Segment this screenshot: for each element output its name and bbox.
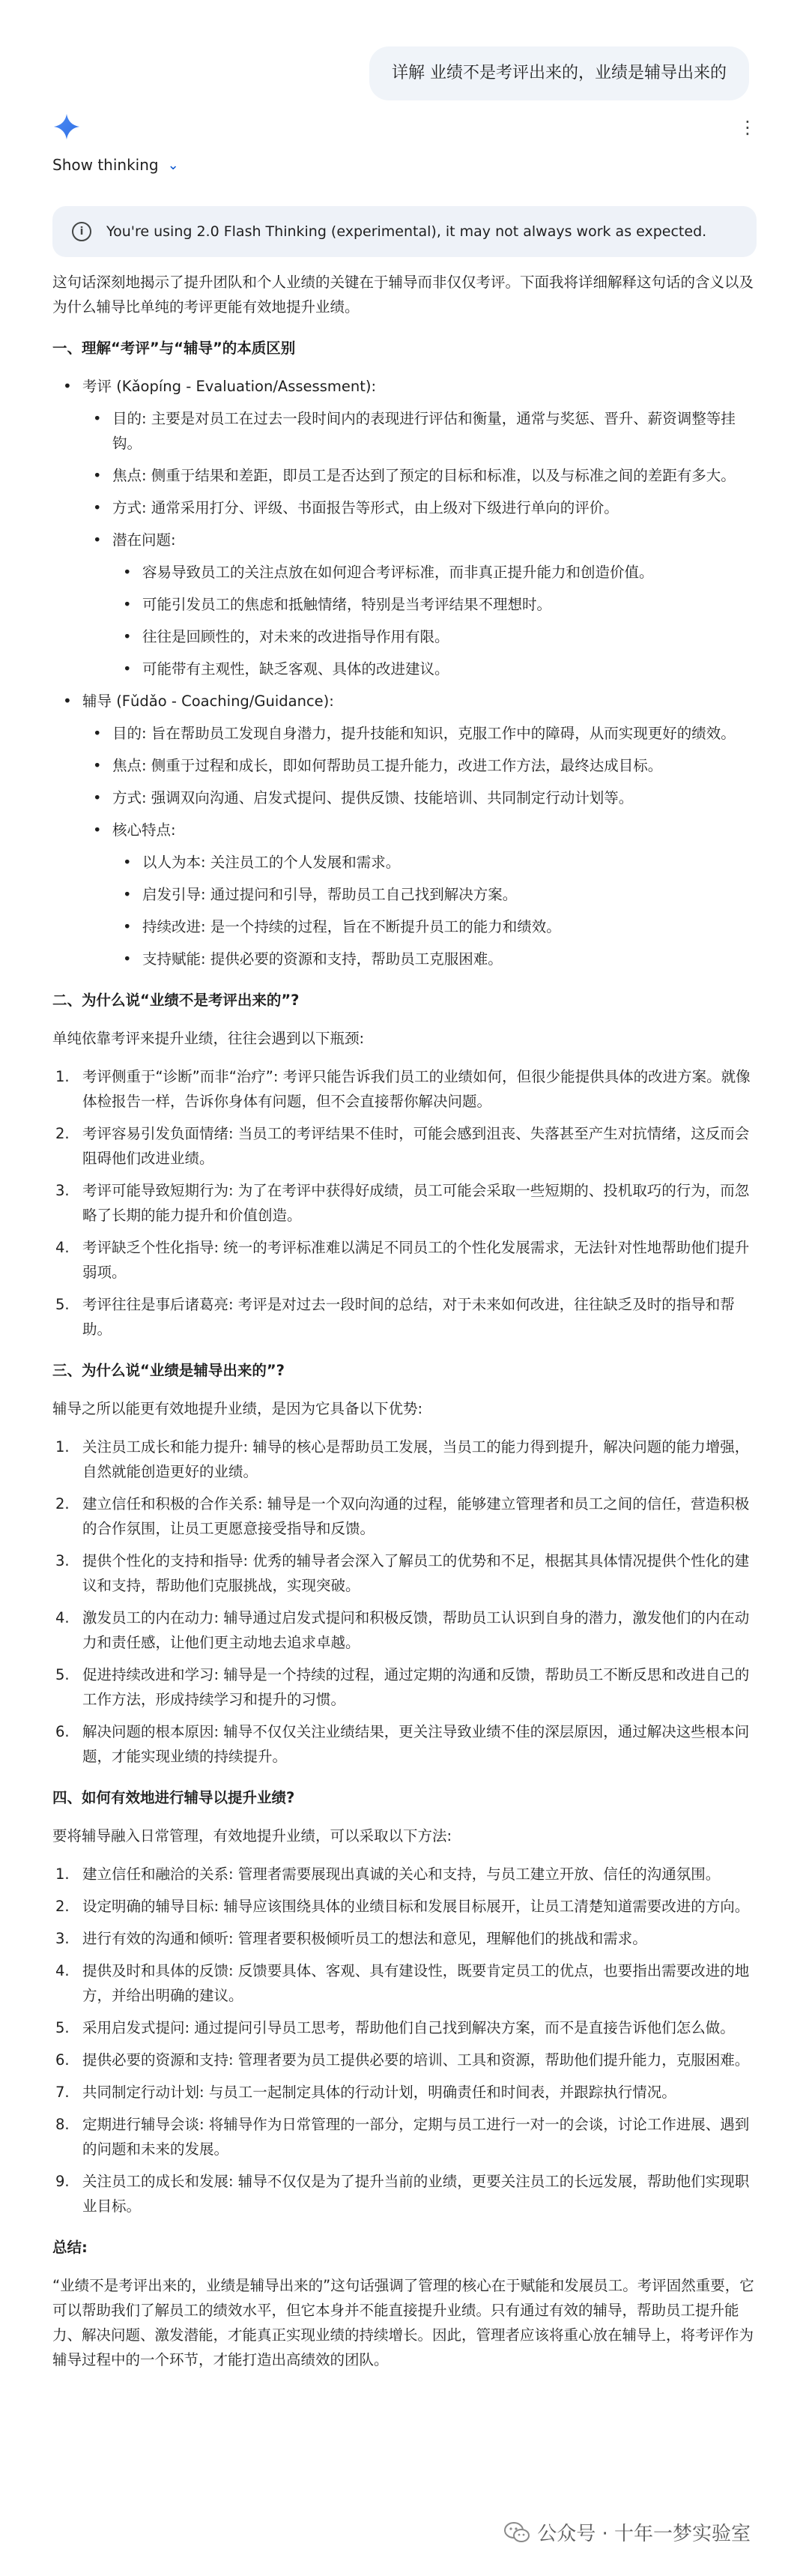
- section-1-title: 一、理解“考评”与“辅导”的本质区别: [52, 340, 296, 357]
- list-item: • 容易导致员工的关注点放在如何迎合考评标准，而非真正提升能力和创造价值。: [112, 560, 757, 585]
- response-body: [52, 270, 757, 2386]
- list-item: 3. 考评可能导致短期行为: 为了在考评中获得好成绩，员工可能会采取一些短期的、投机取巧的行为，而忽略了长期的能力提升和价值创造。: [55, 1182, 750, 1224]
- kaoping-label: 考评 (Kǎopíng - Evaluation/Assessment):: [82, 378, 377, 395]
- s2-list: [52, 1064, 757, 1342]
- user-message-bubble: 详解 业绩不是考评出来的，业绩是辅导出来的: [369, 46, 749, 100]
- list-item: • 可能带有主观性，缺乏客观、具体的改进建议。: [112, 657, 757, 681]
- list-item: 5. 采用启发式提问: 通过提问引导员工思考，帮助他们自己找到解决方案，而不是直接告诉他们怎么做。: [55, 2019, 735, 2036]
- list-item: 5. 考评往往是事后诸葛亮: 考评是对过去一段时间的总结，对于未来如何改进，往往缺乏及时的指导和帮助。: [55, 1296, 735, 1338]
- list-item: 2. 建立信任和积极的合作关系: 辅导是一个双向沟通的过程，能够建立管理者和员工之间的信任，营造积极的合作氛围，让员工更愿意接受指导和反馈。: [55, 1495, 750, 1537]
- list-item: • 目的: 旨在帮助员工发现自身潜力，提升技能和知识，克服工作中的障碍，从而实现更好的绩效。: [82, 721, 757, 746]
- section-4-lead: 要将辅导融入日常管理，有效地提升业绩，可以采取以下方法:: [52, 1827, 452, 1844]
- summary-title: 总结:: [52, 2239, 88, 2256]
- list-item: 2. 设定明确的辅导目标: 辅导应该围绕具体的业绩目标和发展目标展开，让员工清楚知道需要改进的方向。: [55, 1898, 750, 1915]
- chevron-down-icon: ⌄: [167, 157, 179, 173]
- list-item: • 目的: 主要是对员工在过去一段时间内的表现进行评估和衡量，通常与奖惩、晋升、薪资调整等挂钩。: [82, 406, 757, 456]
- wechat-watermark: [504, 2518, 751, 2546]
- s4-list: [52, 1862, 757, 2218]
- info-icon: i: [72, 222, 91, 241]
- list-item: 2. 考评容易引发负面情绪: 当员工的考评结果不佳时，可能会感到沮丧、失落甚至产生对抗情绪，这反而会阻碍他们改进业绩。: [55, 1125, 750, 1167]
- list-item: • 核心特点: • 以人为本: 关注员工的个人发展和需求。 • 启发引导: 通过提问和引导，帮助员工自己找到解决方案。 • 持续改进: 是一个持续的过程，旨在不断提升员工的能力和绩效。 • 支持赋能: 提供必要的资源和支持，帮助员工克服困难。: [82, 818, 757, 971]
- kaoping-item: [52, 374, 757, 681]
- watermark-text: 公众号 · 十年一梦实验室: [537, 2523, 751, 2545]
- list-item: 3. 提供个性化的支持和指导: 优秀的辅导者会深入了解员工的优势和不足，根据其具体情况提供个性化的建议和支持，帮助他们克服挑战，实现突破。: [55, 1552, 750, 1594]
- experimental-warning-banner: [52, 206, 757, 257]
- list-item: 3. 进行有效的沟通和倾听: 管理者要积极倾听员工的想法和意见，理解他们的挑战和需求。: [55, 1930, 647, 1947]
- list-item: • 启发引导: 通过提问和引导，帮助员工自己找到解决方案。: [112, 882, 757, 907]
- list-item: 1. 建立信任和融洽的关系: 管理者需要展现出真诚的关心和支持，与员工建立开放、信任的沟通氛围。: [55, 1865, 721, 1883]
- fudao-item: [52, 689, 757, 971]
- show-thinking-label: Show thinking: [52, 156, 159, 174]
- s1-list: [52, 374, 757, 971]
- show-thinking-toggle[interactable]: [52, 156, 179, 174]
- list-item: • 以人为本: 关注员工的个人发展和需求。: [112, 850, 757, 875]
- list-item: 6. 提供必要的资源和支持: 管理者要为员工提供必要的培训、工具和资源，帮助他们提升能力，克服困难。: [55, 2051, 750, 2069]
- list-item: • 焦点: 侧重于结果和差距，即员工是否达到了预定的目标和标准，以及与标准之间的差距有多大。: [82, 463, 757, 488]
- list-item: 4. 考评缺乏个性化指导: 统一的考评标准难以满足不同员工的个性化发展需求，无法针对性地帮助他们提升弱项。: [55, 1239, 750, 1281]
- list-item: 6. 解决问题的根本原因: 辅导不仅仅关注业绩结果，更关注导致业绩不佳的深层原因，通过解决这些根本问题，才能实现业绩的持续提升。: [55, 1723, 750, 1765]
- list-item: 4. 提供及时和具体的反馈: 反馈要具体、客观、具有建设性，既要肯定员工的优点，也要指出需要改进的地方，并给出明确的建议。: [55, 1962, 750, 2004]
- list-item: • 支持赋能: 提供必要的资源和支持，帮助员工克服困难。: [112, 947, 757, 971]
- list-item: 8. 定期进行辅导会谈: 将辅导作为日常管理的一部分，定期与员工进行一对一的会谈，讨论工作进展、遇到的问题和未来的发展。: [55, 2116, 750, 2158]
- list-item: • 焦点: 侧重于过程和成长，即如何帮助员工提升能力，改进工作方法，最终达成目标。: [82, 753, 757, 778]
- s3-list: [52, 1435, 757, 1769]
- list-item: • 往往是回顾性的，对未来的改进指导作用有限。: [112, 624, 757, 649]
- intro-paragraph: 这句话深刻地揭示了提升团队和个人业绩的关键在于辅导而非仅仅考评。下面我将详细解释这句话的含义以及为什么辅导比单纯的考评更能有效地提升业绩。: [52, 274, 754, 316]
- list-item: 5. 促进持续改进和学习: 辅导是一个持续的过程，通过定期的沟通和反馈，帮助员工不断反思和改进自己的工作方法，形成持续学习和提升的习惯。: [55, 1666, 750, 1708]
- section-3-title: 三、为什么说“业绩是辅导出来的”?: [52, 1362, 285, 1379]
- list-item: • 持续改进: 是一个持续的过程，旨在不断提升员工的能力和绩效。: [112, 914, 757, 939]
- gemini-sparkle-icon: [52, 112, 81, 141]
- section-2-title: 二、为什么说“业绩不是考评出来的”?: [52, 992, 300, 1009]
- list-item: • 方式: 通常采用打分、评级、书面报告等形式，由上级对下级进行单向的评价。: [82, 495, 757, 520]
- section-2-lead: 单纯依靠考评来提升业绩，往往会遇到以下瓶颈:: [52, 1030, 365, 1047]
- wechat-icon: [504, 2521, 530, 2544]
- list-item: 1. 考评侧重于“诊断”而非“治疗”: 考评只能告诉我们员工的业绩如何，但很少能提供具体的改进方案。就像体检报告一样，告诉你身体有问题，但不会直接帮你解决问题。: [55, 1068, 751, 1110]
- list-item: 4. 激发员工的内在动力: 辅导通过启发式提问和积极反馈，帮助员工认识到自身的潜力，激发他们的内在动力和责任感，让他们更主动地去追求卓越。: [55, 1609, 750, 1651]
- response-header: [52, 112, 757, 202]
- summary-paragraph: “业绩不是考评出来的，业绩是辅导出来的”这句话强调了管理的核心在于赋能和发展员工。考评固然重要，它可以帮助我们了解员工的绩效水平，但它本身并不能直接提升业绩。只有通过有效的辅导，帮助员工提升能力、解决问题、激发潜能，才能真正实现业绩的持续增长。因此，管理者应该将重心放在辅导上，将考评作为辅导过程中的一个环节，才能打造出高绩效的团队。: [52, 2277, 754, 2368]
- list-item: 7. 共同制定行动计划: 与员工一起制定具体的行动计划，明确责任和时间表，并跟踪执行情况。: [55, 2084, 676, 2101]
- list-item: • 方式: 强调双向沟通、启发式提问、提供反馈、技能培训、共同制定行动计划等。: [82, 785, 757, 810]
- list-item: 1. 关注员工成长和能力提升: 辅导的核心是帮助员工发展，当员工的能力得到提升，解决问题的能力增强，自然就能创造更好的业绩。: [55, 1438, 750, 1480]
- banner-text: You're using 2.0 Flash Thinking (experimental), it may not always work as expected.: [106, 223, 707, 240]
- fudao-label: 辅导 (Fǔdǎo - Coaching/Guidance):: [82, 693, 334, 710]
- more-options-icon[interactable]: ⋮: [739, 117, 757, 138]
- list-item: 9. 关注员工的成长和发展: 辅导不仅仅是为了提升当前的业绩，更要关注员工的长远发展，帮助他们实现职业目标。: [55, 2173, 750, 2215]
- list-item: • 潜在问题: • 容易导致员工的关注点放在如何迎合考评标准，而非真正提升能力和创造价值。 • 可能引发员工的焦虑和抵触情绪，特别是当考评结果不理想时。 • 往往是回顾性的，对未来的改进指导作用有限。 • 可能带有主观性，缺乏客观、具体的改进建议。: [82, 528, 757, 681]
- section-4-title: 四、如何有效地进行辅导以提升业绩?: [52, 1789, 295, 1806]
- list-item: • 可能引发员工的焦虑和抵触情绪，特别是当考评结果不理想时。: [112, 592, 757, 617]
- section-3-lead: 辅导之所以能更有效地提升业绩，是因为它具备以下优势:: [52, 1400, 423, 1417]
